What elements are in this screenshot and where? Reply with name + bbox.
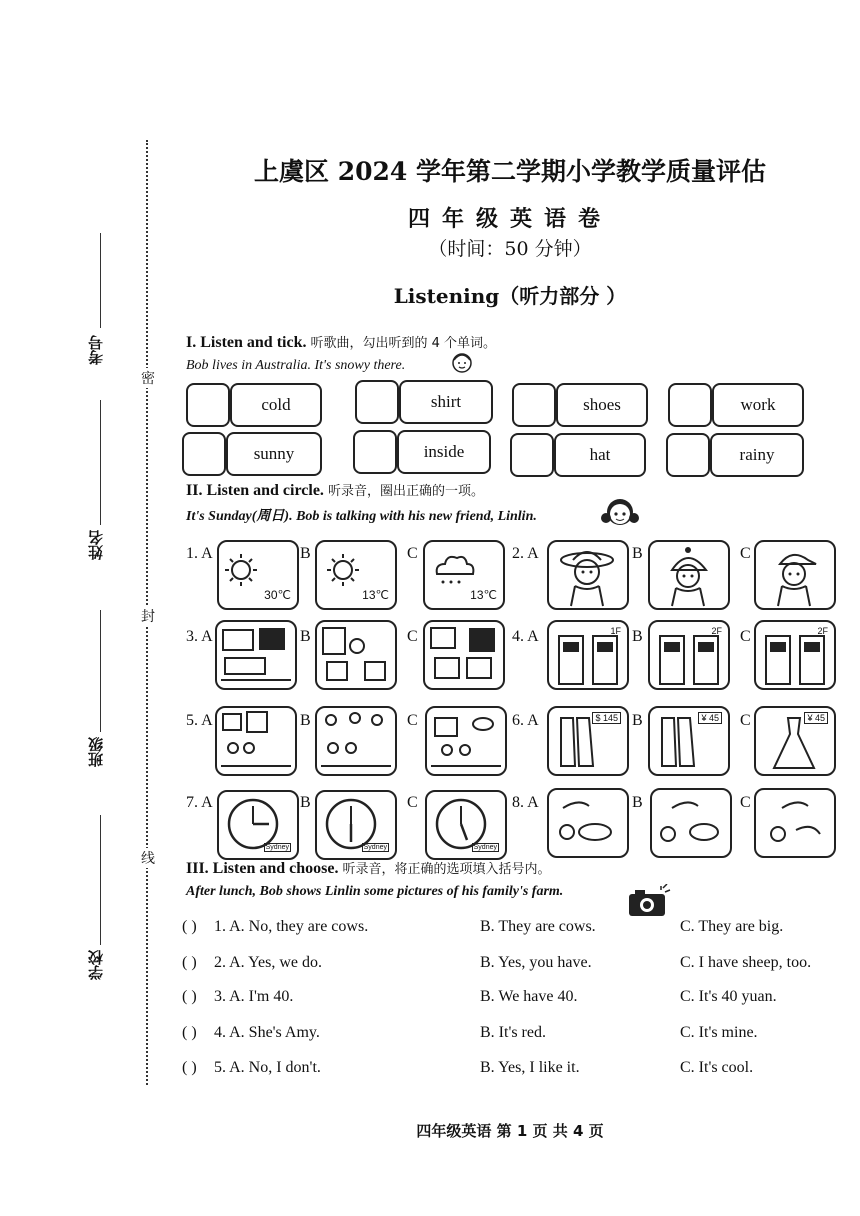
word-label: hat	[554, 433, 646, 477]
q5-option-a[interactable]	[215, 706, 297, 776]
floor-label: 2F	[711, 626, 722, 636]
price-tag: $ 145	[592, 712, 621, 724]
section3-heading	[186, 858, 551, 878]
price-tag: ¥ 45	[804, 712, 828, 724]
q8-label-a: 8. A	[512, 794, 539, 811]
q6-option-b[interactable]	[648, 706, 730, 776]
q2-label-b: B	[632, 545, 643, 562]
q8-option-b[interactable]	[650, 788, 732, 858]
section1-intro: Bob lives in Australia. It's snowy there.	[186, 358, 406, 373]
section2-instruction: 听录音，圈出正确的一项。	[327, 484, 484, 499]
section2-title: II. Listen and circle.	[186, 482, 324, 499]
option-c: C. They are big.	[680, 918, 784, 935]
temperature-label: 13℃	[362, 588, 389, 602]
option-c: C. It's mine.	[680, 1024, 758, 1041]
floor-label: 2F	[817, 626, 828, 636]
option-a: 4. A. She's Amy.	[214, 1024, 320, 1041]
q1-option-a[interactable]	[217, 540, 299, 610]
tick-box[interactable]	[666, 433, 710, 477]
school-field[interactable]	[100, 815, 101, 945]
q1-option-c[interactable]	[423, 540, 505, 610]
tick-box[interactable]	[355, 380, 399, 424]
answer-bracket[interactable]: ( )	[182, 1024, 197, 1041]
word-label: sunny	[226, 432, 322, 476]
listening-heading: Listening（听力部分 ）	[393, 284, 627, 308]
q6-label-a: 6. A	[512, 712, 539, 729]
q3-label-b: B	[300, 628, 311, 645]
option-b: B. It's red.	[480, 1024, 546, 1041]
option-b: B. We have 40.	[480, 988, 578, 1005]
q3-option-b[interactable]	[315, 620, 397, 690]
word-label: shirt	[399, 380, 493, 424]
q8-label-b: B	[632, 794, 643, 811]
q6-label-c: C	[740, 712, 751, 729]
school-label: 学校	[87, 950, 105, 980]
word-label: rainy	[710, 433, 804, 477]
section1-instruction: 听歌曲，勾出听到的 4 个单词。	[310, 336, 497, 351]
word-label: work	[712, 383, 804, 427]
class-label: 班级	[87, 737, 105, 767]
option-a: 1. A. No, they are cows.	[214, 918, 369, 935]
word-label: cold	[230, 383, 322, 427]
word-label: shoes	[556, 383, 648, 427]
q3-label-c: C	[407, 628, 418, 645]
option-a: 2. A. Yes, we do.	[214, 954, 323, 971]
option-c: C. It's cool.	[680, 1059, 754, 1076]
tick-box[interactable]	[510, 433, 554, 477]
q3-option-c[interactable]	[423, 620, 505, 690]
seal-feng: 封	[141, 606, 155, 626]
exam-subtitle: 四年级英语卷	[407, 206, 612, 232]
q4-label-b: B	[632, 628, 643, 645]
option-a: 3. A. I'm 40.	[214, 988, 294, 1005]
q2-option-b[interactable]	[648, 540, 730, 610]
option-c: C. I have sheep, too.	[680, 954, 812, 971]
tick-box[interactable]	[353, 430, 397, 474]
q7-label-c: C	[407, 794, 418, 811]
q4-label-a: 4. A	[512, 628, 539, 645]
seal-mi: 密	[141, 368, 155, 388]
q3-row-3	[182, 988, 842, 1012]
q5-label-a: 5. A	[186, 712, 213, 729]
q8-option-c[interactable]	[754, 788, 836, 858]
q2-option-c[interactable]	[754, 540, 836, 610]
exam-time: （时间：50 分钟）	[428, 238, 592, 260]
option-a: 5. A. No, I don't.	[214, 1059, 321, 1076]
section1-title: I. Listen and tick.	[186, 334, 307, 351]
q4-option-c[interactable]	[754, 620, 836, 690]
sun-icon	[225, 554, 257, 586]
q3-option-a[interactable]	[215, 620, 297, 690]
q1-label-c: C	[407, 545, 418, 562]
tick-box[interactable]	[512, 383, 556, 427]
q7-option-b[interactable]	[315, 790, 397, 860]
q1-label-a: 1. A	[186, 545, 213, 562]
option-b: B. They are cows.	[480, 918, 596, 935]
q3-label-a: 3. A	[186, 628, 213, 645]
page-footer: 四年级英语 第 1 页 共 4 页	[416, 1122, 604, 1140]
answer-bracket[interactable]: ( )	[182, 954, 197, 971]
price-tag: ¥ 45	[698, 712, 722, 724]
q5-label-c: C	[407, 712, 418, 729]
word-label: inside	[397, 430, 491, 474]
section2-intro: It's Sunday(周日). Bob is talking with his new friend, Linlin.	[186, 509, 537, 524]
q6-label-b: B	[632, 712, 643, 729]
q2-label-c: C	[740, 545, 751, 562]
answer-bracket[interactable]: ( )	[182, 988, 197, 1005]
q2-option-a[interactable]	[547, 540, 629, 610]
class-field[interactable]	[100, 610, 101, 732]
q3-row-1	[182, 918, 842, 942]
q7-option-c[interactable]	[425, 790, 507, 860]
city-label: Sydney	[363, 844, 387, 851]
q2-label-a: 2. A	[512, 545, 539, 562]
q6-option-a[interactable]	[547, 706, 629, 776]
temperature-label: 30℃	[264, 588, 291, 602]
tick-box[interactable]	[186, 383, 230, 427]
q1-label-b: B	[300, 545, 311, 562]
temperature-label: 13℃	[470, 588, 497, 602]
exam-number-field[interactable]	[100, 233, 101, 328]
q7-option-a[interactable]	[217, 790, 299, 860]
section2-heading	[186, 480, 484, 500]
option-b: B. Yes, I like it.	[480, 1059, 580, 1076]
seal-xian: 线	[141, 848, 155, 868]
section3-intro: After lunch, Bob shows Linlin some pictures of his family's farm.	[186, 884, 564, 899]
q8-option-a[interactable]	[547, 788, 629, 858]
section3-title: III. Listen and choose.	[186, 860, 339, 877]
q4-label-c: C	[740, 628, 751, 645]
girl-face-icon	[598, 492, 642, 532]
camera-icon	[627, 884, 671, 918]
q7-label-b: B	[300, 794, 311, 811]
boy-face-icon	[450, 350, 474, 374]
cloud-icon	[437, 557, 474, 584]
city-label: Sydney	[265, 844, 289, 851]
q3-row-4	[182, 1024, 842, 1048]
section1-heading	[186, 332, 496, 352]
option-b: B. Yes, you have.	[480, 954, 592, 971]
exam-title: 上虞区 2024 学年第二学期小学教学质量评估	[254, 157, 766, 186]
q6-option-c[interactable]	[754, 706, 836, 776]
tick-box[interactable]	[182, 432, 226, 476]
answer-bracket[interactable]: ( )	[182, 1059, 197, 1076]
q5-option-b[interactable]	[315, 706, 397, 776]
section3-instruction: 听录音，将正确的选项填入括号内。	[342, 862, 551, 877]
q3-row-2	[182, 954, 842, 978]
option-c: C. It's 40 yuan.	[680, 988, 777, 1005]
tick-box[interactable]	[668, 383, 712, 427]
name-label: 姓名	[87, 530, 105, 560]
q4-option-a[interactable]	[547, 620, 629, 690]
floor-label: 1F	[610, 626, 621, 636]
city-label: Sydney	[473, 844, 497, 851]
name-field[interactable]	[100, 400, 101, 525]
exam-number-label: 考号	[87, 335, 105, 365]
q8-label-c: C	[740, 794, 751, 811]
q3-row-5	[182, 1059, 842, 1083]
q5-option-c[interactable]	[425, 706, 507, 776]
q1-option-b[interactable]	[315, 540, 397, 610]
answer-bracket[interactable]: ( )	[182, 918, 197, 935]
q5-label-b: B	[300, 712, 311, 729]
q4-option-b[interactable]	[648, 620, 730, 690]
q7-label-a: 7. A	[186, 794, 213, 811]
sun-icon	[327, 554, 359, 586]
